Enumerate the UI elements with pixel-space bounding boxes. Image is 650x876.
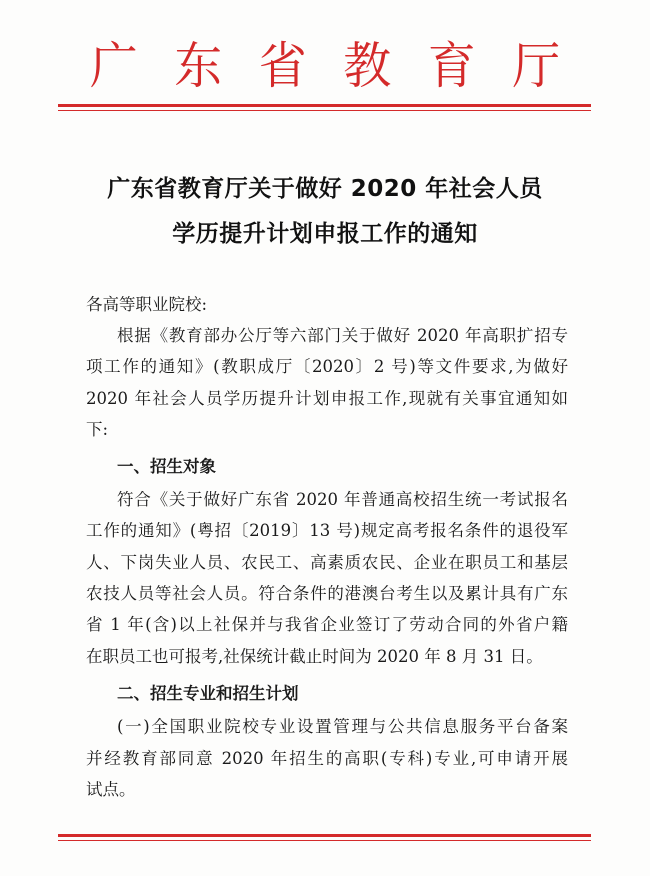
section1-line: 省 1 年(含)以上社保并与我省企业签订了劳动合同的外省户籍 [86, 615, 568, 634]
footer-red-rule-thick [58, 834, 591, 837]
header-red-rule-thick [58, 104, 591, 107]
body-line: 项工作的通知》(教职成厅〔2020〕2 号)等文件要求,为做好 [86, 357, 568, 376]
body-line: 根据《教育部办公厅等六部门关于做好 2020 年高职扩招专 [117, 326, 568, 345]
section2-line: 并经教育部同意 2020 年招生的高职(专科)专业,可申请开展 [86, 749, 568, 768]
section1-line: 工作的通知》(粤招〔2019〕13 号)规定高考报名条件的退役军 [86, 521, 568, 540]
section-heading-1: 一、招生对象 [117, 457, 216, 476]
body-line: 2020 年社会人员学历提升计划申报工作,现就有关事宜通知如 [86, 389, 568, 408]
section1-line: 人、下岗失业人员、农民工、高素质农民、企业在职员工和基层 [86, 553, 568, 572]
header-red-rule-thin [58, 110, 591, 111]
letterhead-title: 广东省教育厅 [89, 37, 597, 95]
footer-red-rule-thin [58, 840, 591, 841]
section2-line: (一)全国职业院校专业设置管理与公共信息服务平台备案 [117, 717, 568, 736]
letterhead [0, 32, 650, 95]
document-title-line-2: 学历提升计划申报工作的通知 [172, 221, 478, 247]
section2-line: 试点。 [86, 780, 136, 799]
document-title-line-1: 广东省教育厅关于做好 2020 年社会人员 [107, 176, 543, 202]
section1-line: 在职员工也可报考,社保统计截止时间为 2020 年 8 月 31 日。 [86, 647, 543, 666]
section1-line: 农技人员等社会人员。符合条件的港澳台考生以及累计具有广东 [86, 584, 568, 603]
section1-line: 符合《关于做好广东省 2020 年普通高校招生统一考试报名 [117, 490, 568, 509]
section-heading-2: 二、招生专业和招生计划 [117, 684, 299, 703]
salutation: 各高等职业院校: [86, 295, 208, 314]
body-line: 下: [86, 420, 109, 439]
